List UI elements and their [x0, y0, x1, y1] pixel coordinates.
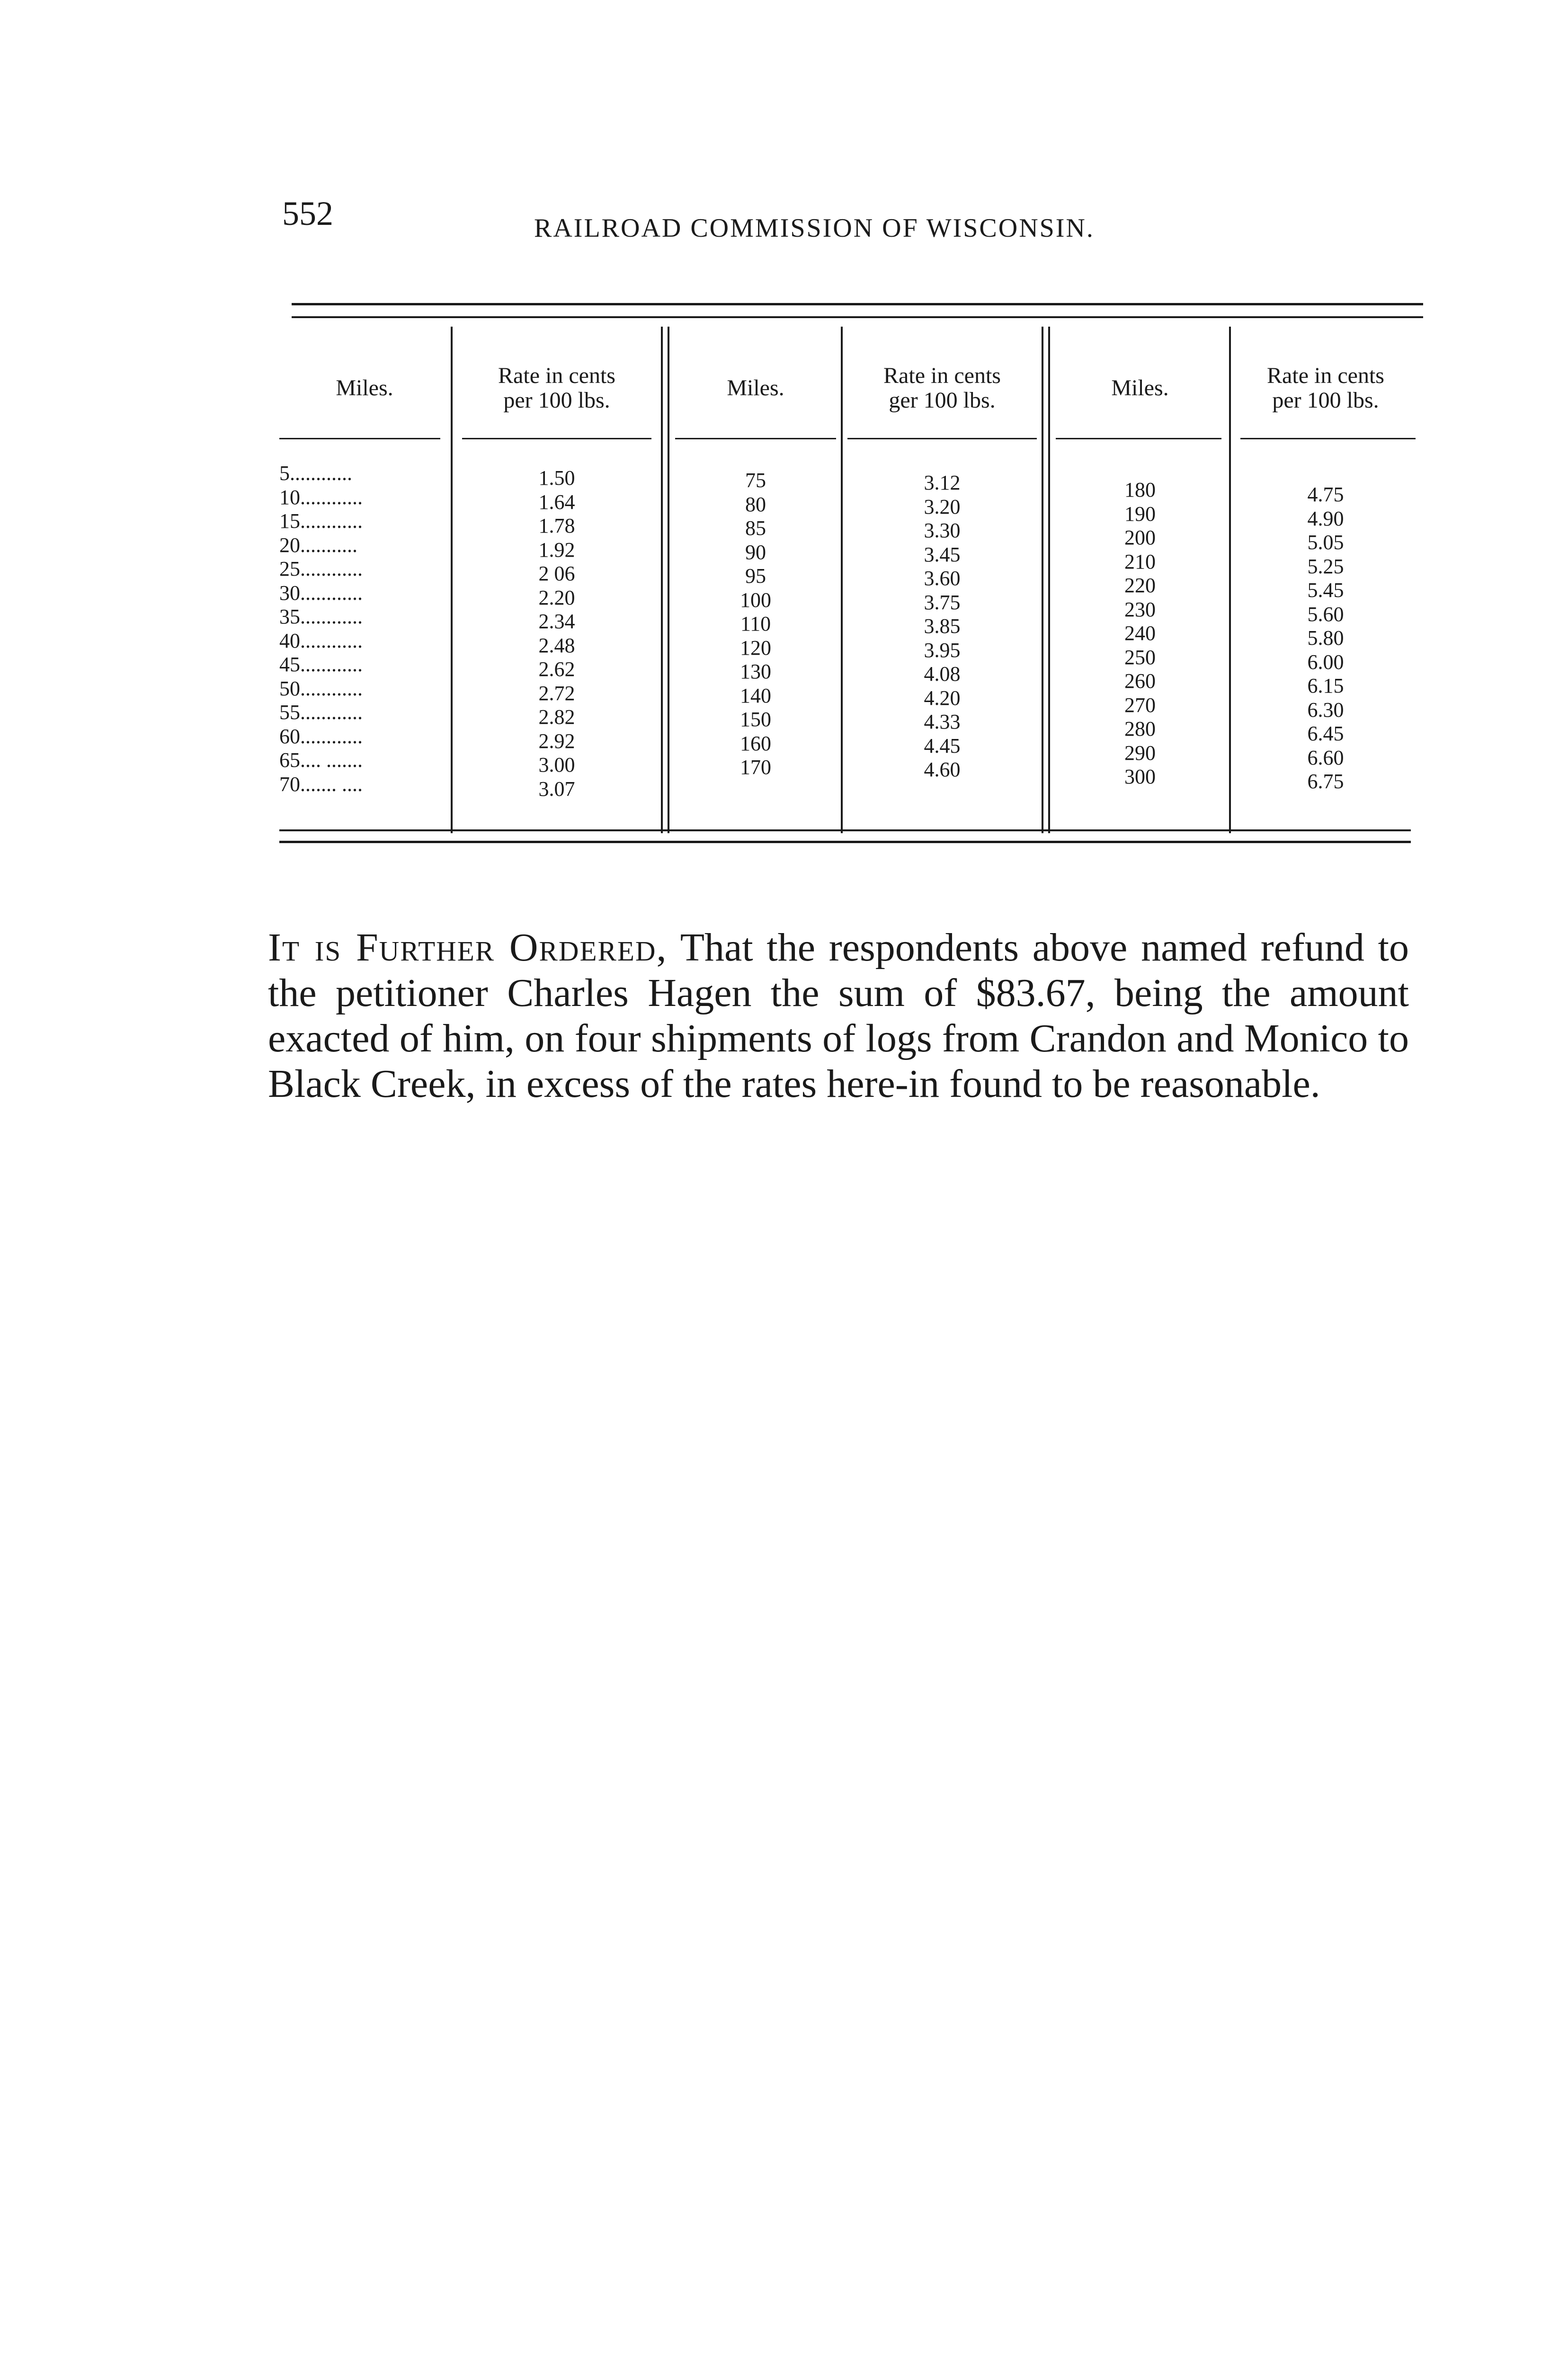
- table-cell: 4.75: [1307, 483, 1344, 506]
- table-cell: 3.00: [538, 753, 575, 776]
- col-miles-2: [670, 327, 841, 828]
- table-cell: 35............: [279, 605, 363, 628]
- col-miles-3: [1051, 327, 1229, 828]
- column-divider-double: [668, 327, 669, 833]
- table-cell: 3.12: [924, 471, 961, 494]
- table-cell: 230: [1124, 597, 1156, 621]
- table-cell: 6.00: [1307, 650, 1344, 674]
- table-cell: 240: [1124, 622, 1156, 645]
- col-header-line2: per 100 lbs.: [1272, 388, 1379, 413]
- rate-table: [279, 327, 1420, 828]
- table-cell: 2.34: [538, 610, 575, 633]
- table-cell: 3.07: [538, 777, 575, 801]
- table-cell: 190: [1124, 502, 1156, 525]
- col-cells: [843, 471, 1042, 782]
- order-lead: It is Further Ordered,: [268, 925, 668, 970]
- col-header: [843, 350, 1042, 426]
- table-cell: 1.64: [538, 490, 575, 514]
- table-cell: 1.92: [538, 538, 575, 561]
- table-cell: 180: [1124, 478, 1156, 501]
- table-cell: 50............: [279, 676, 363, 700]
- col-header-line1: Rate in cents: [883, 363, 1001, 388]
- table-top-rule: [292, 303, 1423, 305]
- table-cell: 210: [1124, 550, 1156, 573]
- table-cell: 130: [740, 660, 771, 683]
- table-cell: 2.92: [538, 729, 575, 753]
- table-cell: 2 06: [538, 562, 575, 585]
- col-underline: [675, 438, 836, 439]
- table-cell: 60............: [279, 724, 363, 748]
- table-cell: 200: [1124, 526, 1156, 549]
- col-header-line1: Rate in cents: [1267, 363, 1384, 388]
- table-cell: 270: [1124, 693, 1156, 717]
- col-header-line2: ger 100 lbs.: [889, 388, 996, 413]
- table-cell: 4.33: [924, 710, 961, 733]
- col-rate-1: [453, 327, 661, 828]
- col-cells: [279, 462, 450, 796]
- col-header-line1: Rate in cents: [498, 363, 615, 388]
- col-cells: [670, 469, 841, 780]
- table-cell: 2.62: [538, 658, 575, 681]
- table-cell: 140: [740, 684, 771, 707]
- table-cell: 6.75: [1307, 770, 1344, 793]
- col-underline: [847, 438, 1037, 439]
- table-cell: 5.45: [1307, 578, 1344, 602]
- col-header: Miles.: [1111, 375, 1169, 400]
- col-miles-1: [279, 327, 450, 828]
- table-cell: 6.60: [1307, 746, 1344, 769]
- table-cell: 2.48: [538, 633, 575, 657]
- table-cell: 75: [745, 469, 766, 492]
- table-cell: 220: [1124, 574, 1156, 597]
- table-cell: 280: [1124, 717, 1156, 740]
- col-underline: [1056, 438, 1221, 439]
- table-cell: 290: [1124, 741, 1156, 765]
- table-cell: 4.45: [924, 734, 961, 757]
- table-cell: 40............: [279, 629, 363, 652]
- table-cell: 2.72: [538, 681, 575, 705]
- table-cell: 3.30: [924, 519, 961, 542]
- table-cell: 170: [740, 756, 771, 779]
- order-text: That the respondents above named refund to the petitioner Charles Hagen the sum of $83.67, being the amount exacted of him, on four shipments of logs from Crandon and Monico to Black Creek, in excess of the rates here-in found to be reasonable.: [268, 925, 1409, 1106]
- table-cell: 4.60: [924, 758, 961, 781]
- table-cell: 120: [740, 636, 771, 659]
- table-cell: 4.20: [924, 686, 961, 710]
- column-divider-double: [1048, 327, 1050, 833]
- table-cell: 10............: [279, 485, 363, 509]
- table-cell: 5.60: [1307, 602, 1344, 626]
- table-cell: 6.45: [1307, 722, 1344, 745]
- table-cell: 1.50: [538, 466, 575, 489]
- table-cell: 3.75: [924, 590, 961, 614]
- table-cell: 95: [745, 564, 766, 587]
- table-top-rule-inner: [292, 316, 1423, 318]
- table-cell: 2.20: [538, 586, 575, 609]
- table-cell: 1.78: [538, 514, 575, 537]
- table-cell: 55............: [279, 701, 363, 724]
- col-header: [453, 350, 661, 426]
- col-underline: [1240, 438, 1416, 439]
- table-cell: 90: [745, 540, 766, 564]
- table-cell: 3.60: [924, 567, 961, 590]
- col-header: Miles.: [727, 375, 784, 400]
- table-cell: 45............: [279, 653, 363, 676]
- table-cell: 65.... .......: [279, 748, 363, 772]
- table-bottom-rule-outer: [279, 841, 1411, 843]
- running-head: RAILROAD COMMISSION OF WISCONSIN.: [534, 214, 1095, 243]
- table-cell: 250: [1124, 645, 1156, 669]
- col-rate-3: [1231, 327, 1420, 828]
- table-cell: 30............: [279, 581, 363, 605]
- table-cell: 5.25: [1307, 554, 1344, 578]
- col-header: [1231, 350, 1420, 426]
- table-cell: 5.80: [1307, 626, 1344, 650]
- table-cell: 110: [740, 612, 771, 635]
- table-cell: 3.45: [924, 543, 961, 566]
- col-underline: [279, 438, 440, 439]
- table-cell: 4.90: [1307, 507, 1344, 530]
- order-paragraph: [268, 925, 1409, 1107]
- table-cell: 150: [740, 708, 771, 731]
- col-cells: [1231, 483, 1420, 794]
- table-cell: 160: [740, 731, 771, 755]
- table-cell: 25............: [279, 557, 363, 580]
- col-header-line2: per 100 lbs.: [503, 388, 610, 413]
- column-divider-double: [1042, 327, 1043, 833]
- table-cell: 80: [745, 492, 766, 516]
- col-cells: [453, 466, 661, 801]
- table-cell: 3.95: [924, 638, 961, 662]
- table-cell: 85: [745, 516, 766, 540]
- table-cell: 6.30: [1307, 698, 1344, 721]
- table-bottom-rule: [279, 829, 1411, 831]
- table-cell: 20...........: [279, 533, 357, 557]
- col-underline: [462, 438, 651, 439]
- table-cell: 15............: [279, 509, 363, 533]
- table-cell: 5.05: [1307, 531, 1344, 554]
- table-cell: 70....... ....: [279, 772, 363, 796]
- table-cell: 100: [740, 588, 771, 612]
- col-rate-2: [843, 327, 1042, 828]
- table-cell: 3.20: [924, 495, 961, 518]
- col-header: Miles.: [336, 375, 393, 400]
- column-divider-double: [661, 327, 663, 833]
- table-cell: 4.08: [924, 662, 961, 685]
- table-cell: 6.15: [1307, 674, 1344, 697]
- page-number: 552: [282, 195, 333, 232]
- table-cell: 300: [1124, 765, 1156, 788]
- table-cell: 3.85: [924, 614, 961, 638]
- col-cells: [1051, 478, 1229, 789]
- table-cell: 2.82: [538, 705, 575, 729]
- table-cell: 5............: [279, 462, 352, 485]
- table-cell: 260: [1124, 669, 1156, 693]
